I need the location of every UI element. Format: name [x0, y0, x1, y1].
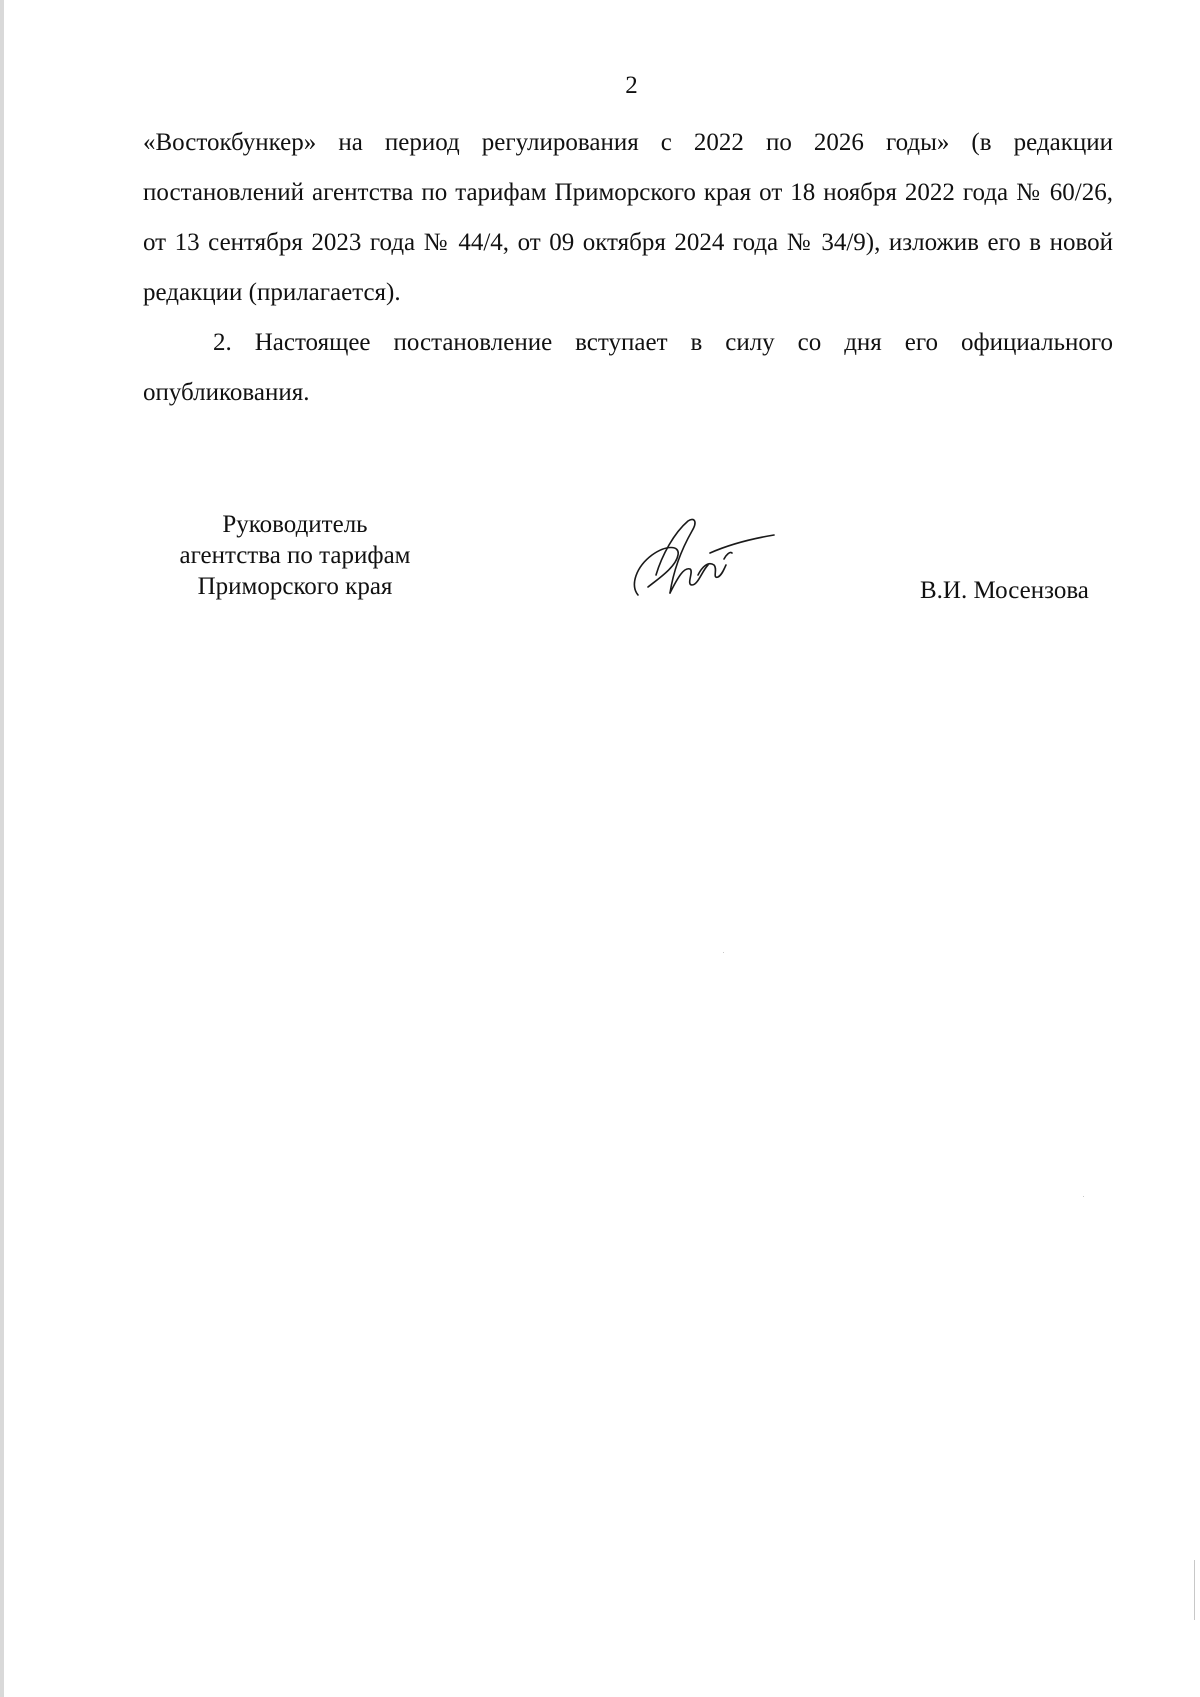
scan-speck — [723, 952, 724, 953]
signer-name: В.И. Мосензова — [920, 577, 1089, 604]
scan-edge — [0, 0, 4, 1697]
signer-position-line: агентства по тарифам — [179, 542, 411, 569]
signer-position — [140, 509, 450, 602]
scan-speck — [1194, 1560, 1195, 1620]
paragraph-effective-date: 2. Настоящее постановление вступает в силу со дня его официального опубликования. — [143, 329, 1113, 406]
scan-speck — [1083, 1196, 1084, 1197]
page-number: 2 — [625, 72, 638, 99]
document-body — [143, 118, 1113, 418]
signer-position-line: Приморского края — [197, 573, 393, 600]
paragraph-continuation: «Востокбункер» на период регулирования с 2022 по 2026 годы» (в редакции постановлений агентства по тарифам Приморского края от 18 ноября 2022 года № 60/26, от 13 сентября 2023 года № 44/4, от 09 октября 2024 года № 34/9), изложив его в новой редакции (прилагается). — [143, 129, 1113, 306]
signer-position-line: Руководитель — [222, 511, 368, 538]
handwritten-signature — [628, 515, 778, 603]
